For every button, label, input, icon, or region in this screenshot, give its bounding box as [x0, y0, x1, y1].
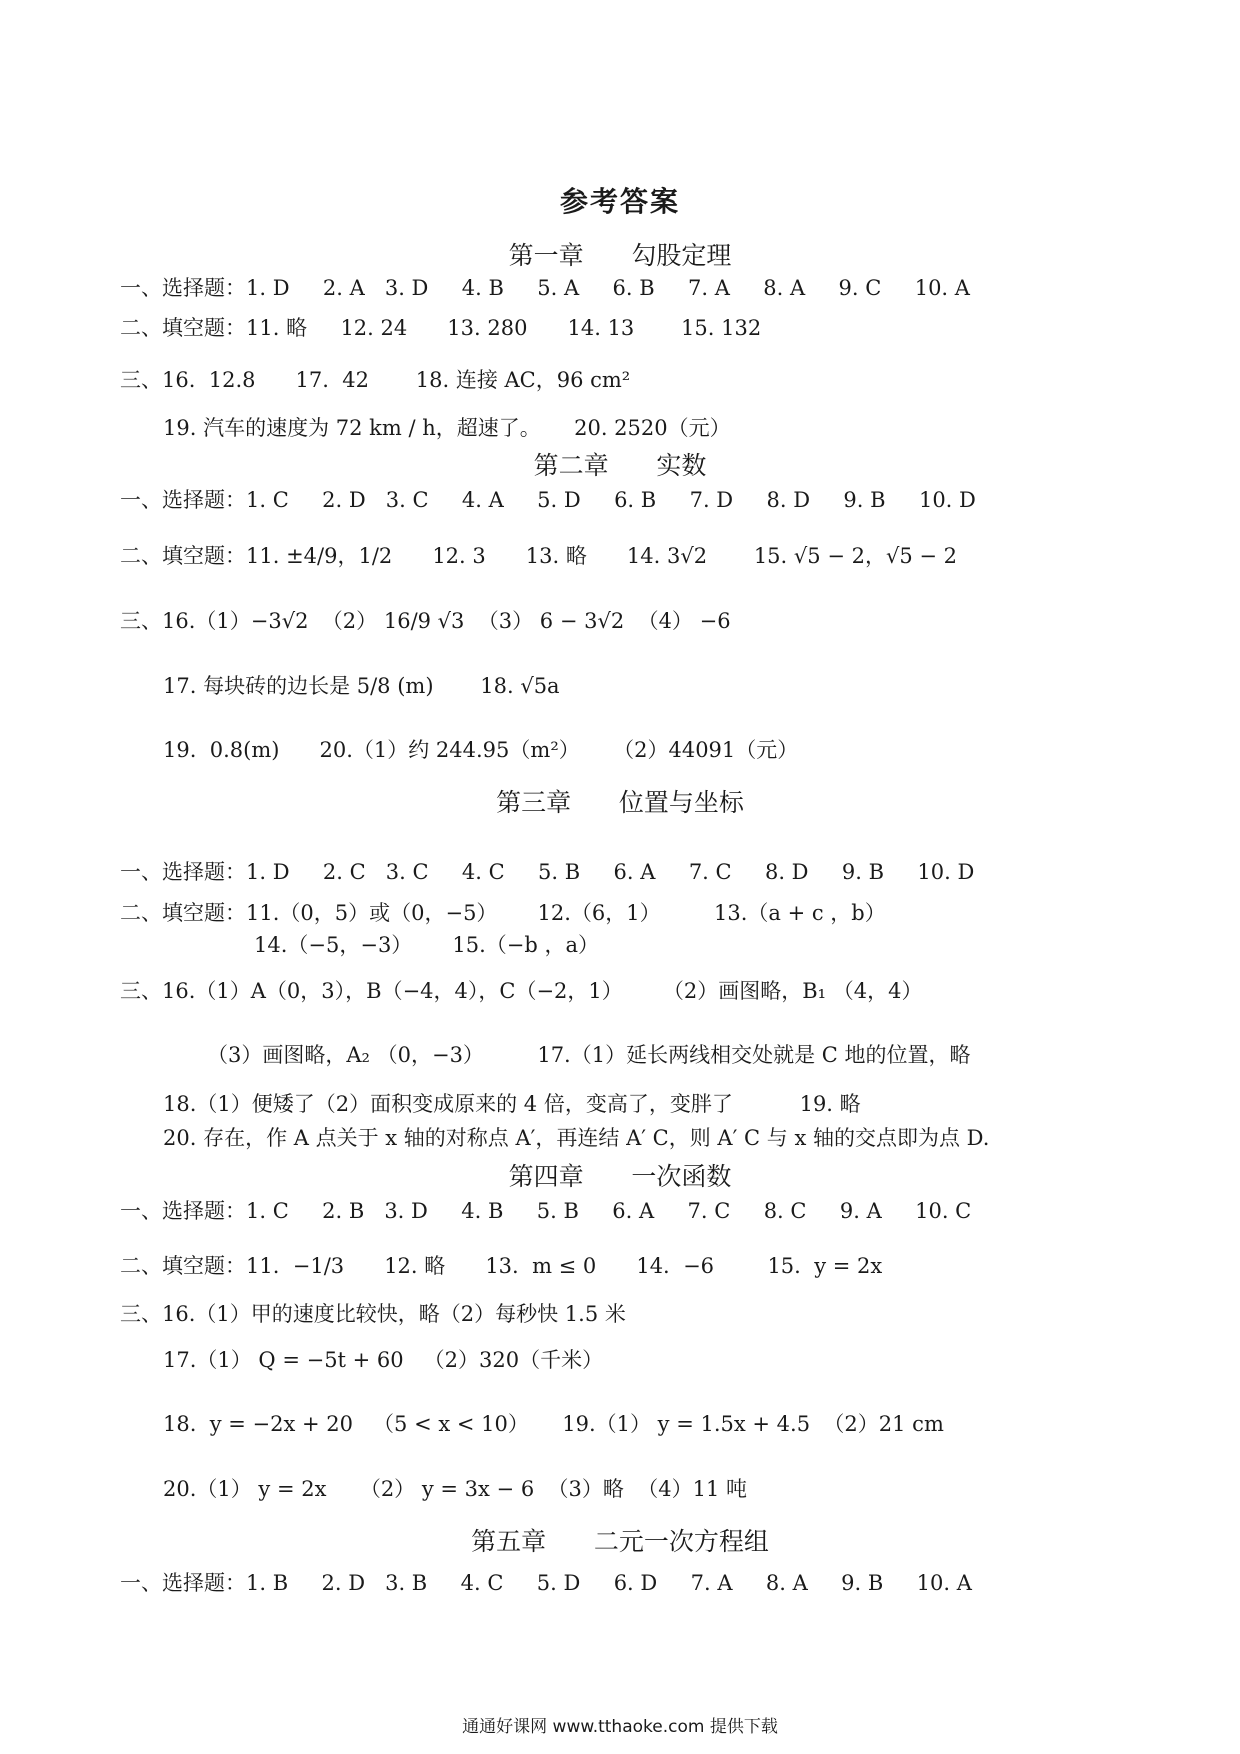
answer-line: 二、填空题：11. −1/3 12. 略 13. m ≤ 0 14. −6 15. y = 2x	[120, 1254, 883, 1278]
answer-line: 19. 汽车的速度为 72 km / h，超速了。 20. 2520（元）	[163, 416, 731, 440]
answer-line: 一、选择题：1. D 2. A 3. D 4. B 5. A 6. B 7. A 8. A 9. C 10. A	[120, 276, 970, 300]
chapter-5-heading: 第五章 二元一次方程组	[471, 1527, 769, 1556]
answer-line: 三、16.（1）−3√2 （2） 16/9 √3 （3） 6 − 3√2 （4） −6	[120, 609, 731, 633]
answer-line: 19. 0.8(m) 20.（1）约 244.95（m²） （2）44091（元）	[163, 738, 799, 762]
answer-line: 18.（1）便矮了（2）面积变成原来的 4 倍，变高了，变胖了 19. 略	[163, 1092, 861, 1116]
answer-line: 二、填空题：11. 略 12. 24 13. 280 14. 13 15. 132	[120, 316, 762, 340]
answer-line: 二、填空题：11. ±4/9，1/2 12. 3 13. 略 14. 3√2 15. √5 − 2，√5 − 2	[120, 544, 957, 568]
answer-line: 一、选择题：1. B 2. D 3. B 4. C 5. D 6. D 7. A 8. A 9. B 10. A	[120, 1571, 972, 1595]
chapter-3-heading: 第三章 位置与坐标	[496, 788, 744, 817]
answer-line: 14.（−5，−3） 15.（−b ，a）	[254, 933, 599, 957]
chapter-2-heading: 第二章 实数	[533, 451, 707, 480]
answer-line: 三、16. 12.8 17. 42 18. 连接 AC，96 cm²	[120, 368, 631, 392]
chapter-4-heading: 第四章 一次函数	[508, 1162, 732, 1191]
answer-line: 二、填空题：11.（0，5）或（0，−5） 12.（6，1） 13.（a + c ，b）	[120, 901, 886, 925]
answer-line: 一、选择题：1. C 2. B 3. D 4. B 5. B 6. A 7. C 8. C 9. A 10. C	[120, 1199, 972, 1223]
page-title: 参考答案	[559, 185, 680, 218]
answer-line: 20. 存在，作 A 点关于 x 轴的对称点 A′，再连结 A′ C，则 A′ C 与 x 轴的交点即为点 D.	[163, 1126, 990, 1150]
chapter-1-heading: 第一章 勾股定理	[508, 241, 732, 270]
answer-line: （3）画图略，A₂ （0，−3） 17.（1）延长两线相交处就是 C 地的位置，略	[207, 1043, 971, 1067]
answer-line: 18. y = −2x + 20 （5 < x < 10） 19.（1） y = 1.5x + 4.5 （2）21 cm	[163, 1412, 944, 1436]
answer-line: 一、选择题：1. D 2. C 3. C 4. C 5. B 6. A 7. C 8. D 9. B 10. D	[120, 860, 975, 884]
answer-line: 三、16.（1）A（0，3），B（−4，4），C（−2，1） （2）画图略，B₁ （4，4）	[120, 979, 923, 1003]
answer-line: 17. 每块砖的边长是 5/8 (m) 18. √5a	[163, 674, 560, 698]
answer-line: 一、选择题：1. C 2. D 3. C 4. A 5. D 6. B 7. D 8. D 9. B 10. D	[120, 488, 976, 512]
answer-line: 17.（1） Q = −5t + 60 （2）320（千米）	[163, 1348, 604, 1372]
answer-line: 三、16.（1）甲的速度比较快，略（2）每秒快 1.5 米	[120, 1302, 626, 1326]
answer-line: 20.（1） y = 2x （2） y = 3x − 6 （3）略 （4）11 吨	[163, 1477, 747, 1501]
page-footer: 通通好课网 www.tthaoke.com 提供下载	[462, 1717, 778, 1737]
